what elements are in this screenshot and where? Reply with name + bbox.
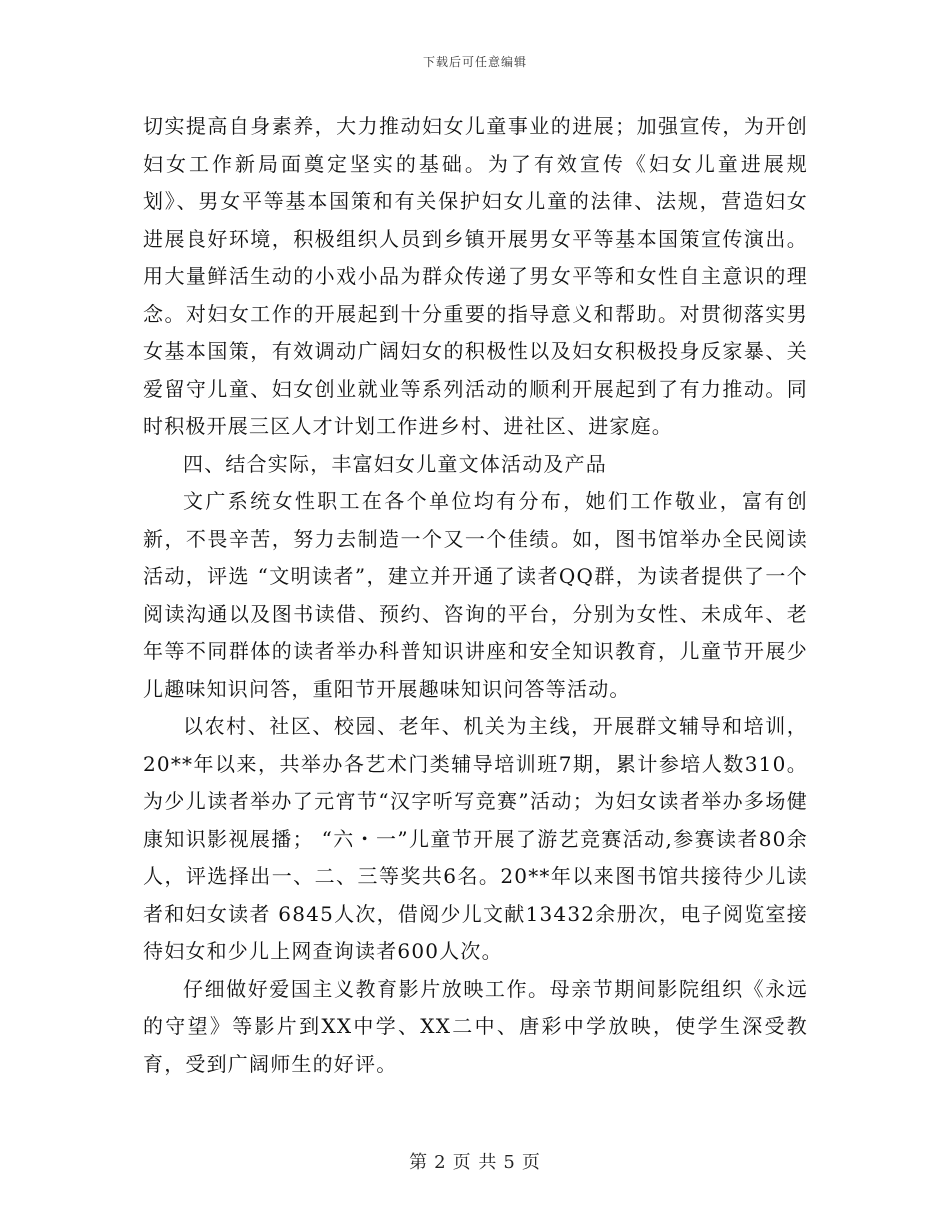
footer-suffix: 页 (521, 1152, 541, 1173)
paragraph-continuation: 切实提高自身素养，大力推动妇女儿童事业的进展；加强宣传，为开创妇女工作新局面奠定坚实的基础。为了有效宣传《妇女儿童进展规划》、男女平等基本国策和有关保护妇女儿童的法律、法规，营造妇女进展良好环境，积极组织人员到乡镇开展男女平等基本国策宣传演出。用大量鲜活生动的小戏小品为群众传递了男女平等和女性自主意识的理念。对妇女工作的开展起到十分重要的指导意义和帮助。对贯彻落实男女基本国策，有效调动广阔妇女的积极性以及妇女积极投身反家暴、关爱留守儿童、妇女创业就业等系列活动的顺利开展起到了有力推动。同时积极开展三区人才计划工作进乡村、进社区、进家庭。 (143, 114, 808, 438)
footer-page-number: 2 (434, 1152, 447, 1173)
footer-middle: 页 共 (452, 1152, 498, 1173)
document-body (143, 108, 808, 1083)
footer-prefix: 第 (409, 1152, 429, 1173)
paragraph-training: 以农村、社区、校园、老年、机关为主线，开展群文辅导和培训，20**年以来，共举办各艺术门类辅导培训班7期，累计参培人数310。为少儿读者举办了元宵节“汉字听写竞赛”活动；为妇女读者举办多场健康知识影视展播； “六・一”儿童节开展了游艺竞赛活动,参赛读者80余人，评选择出一、二、三等奖共6名。20**年以来图书馆共接待少儿读者和妇女读者 6845人次，借阅少儿文献13432余册次，电子阅览室接待妇女和少儿上网查询读者600人次。 (143, 714, 808, 963)
footer-total-pages: 5 (503, 1152, 516, 1173)
page-header: 下载后可任意编辑 (422, 55, 527, 69)
page-footer (0, 1148, 950, 1174)
paragraph-film-screening: 仔细做好爱国主义教育影片放映工作。母亲节期间影院组织《永远的守望》等影片到XX中学、XX二中、唐彩中学放映，使学生深受教育，受到广阔师生的好评。 (143, 976, 808, 1076)
paragraph-library-activities: 文广系统女性职工在各个单位均有分布，她们工作敬业，富有创新，不畏辛苦，努力去制造一个又一个佳绩。如，图书馆举办全民阅读活动，评选 “文明读者”，建立并开通了读者QQ群，为读者提供了一个阅读沟通以及图书读借、预约、咨询的平台，分别为女性、未成年、老年等不同群体的读者举办科普知识讲座和安全知识教育，儿童节开展少儿趣味知识问答，重阳节开展趣味知识问答等活动。 (143, 489, 808, 701)
section-heading: 四、结合实际，丰富妇女儿童文体活动及产品 (183, 451, 607, 476)
